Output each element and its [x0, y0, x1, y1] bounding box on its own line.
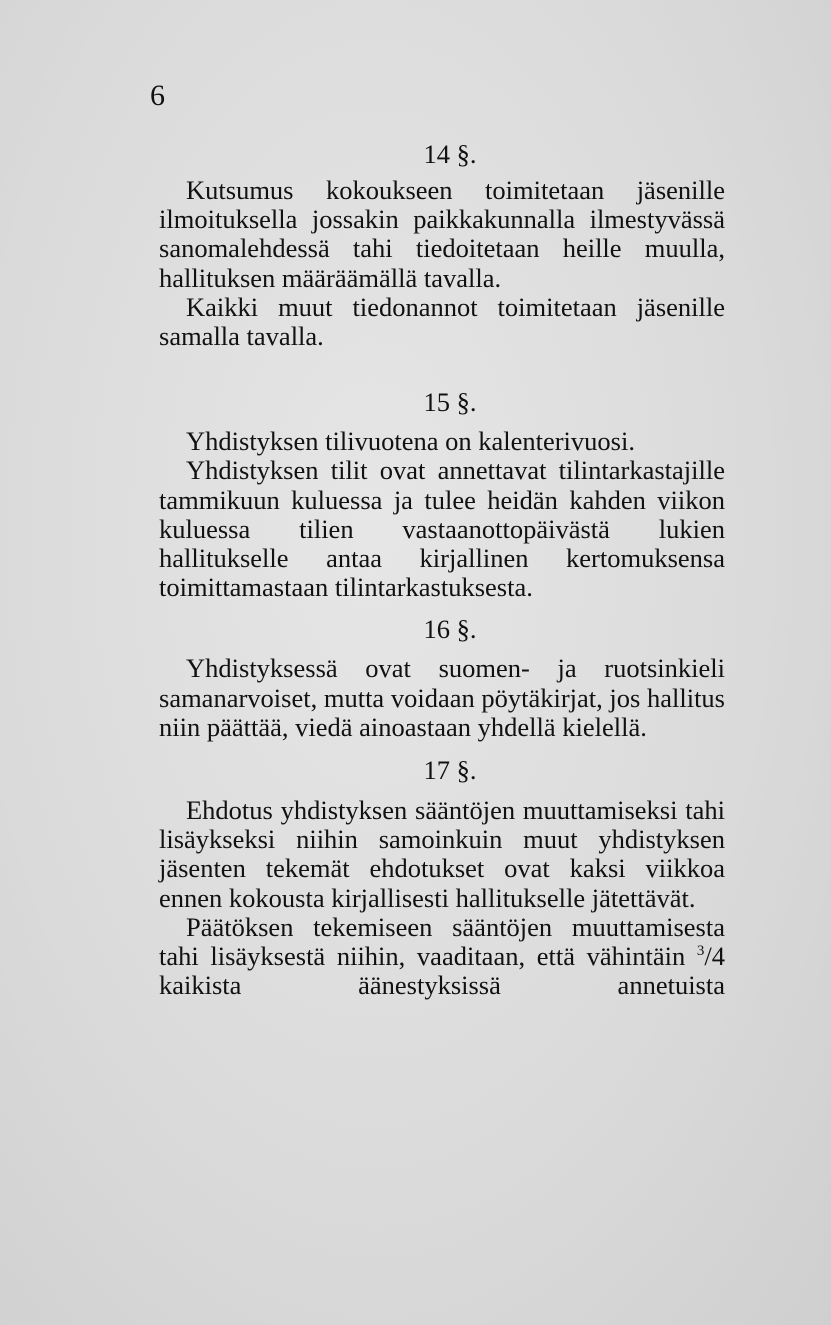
section-heading-16: 16 §. — [423, 614, 477, 645]
page-number: 6 — [150, 79, 165, 112]
section-heading-14: 14 §. — [423, 139, 477, 169]
paragraph-14-1: Kutsumus kokoukseen toimitetaan jäsenille ilmoituksella jossakin paikkakunnalla ilmestyvässä sanomalehdessä tahi tiedoitetaan heille muulla, hallituksen määräämällä tavalla. — [159, 175, 725, 293]
paragraph-15-2: Yhdistyksen tilit ovat annettavat tilintarkastajille tammikuun kuluessa ja tulee heidän kahden viikon kuluessa tilien vastaanottopäivästä lukien hallitukselle antaa kirjallinen kertomuksensa toimittamastaan tilintarkastuksesta. — [159, 455, 725, 603]
body-text — [159, 132, 725, 1000]
paragraph-14-2: Kaikki muut tiedonannot toimitetaan jäsenille samalla tavalla. — [159, 291, 725, 352]
paragraph-17-1: Ehdotus yhdistyksen sääntöjen muuttamiseksi tahi lisäykseksi niihin samoinkuin muut yhdistyksen jäsenten tekemät ehdotukset ovat kaksi viikkoa ennen kokousta kirjallisesti hallitukselle jätettävät. — [159, 795, 725, 913]
paragraph-17-2-text-b: kaikista äänestyksissä annetuista — [159, 970, 725, 1001]
section-heading-17: 17 §. — [423, 755, 477, 786]
paragraph-16-1: Yhdistyksessä ovat suomen- ja ruotsinkieli samanarvoiset, mutta voidaan pöytäkirjat, jos hallitus niin päättää, viedä ainoastaan yhdellä kielellä. — [159, 653, 725, 742]
paragraph-17-2 — [159, 913, 725, 1001]
section-heading-15: 15 §. — [423, 387, 477, 418]
fraction-denominator: /4 — [704, 941, 725, 972]
fraction-numerator: 3 — [696, 943, 705, 960]
paragraph-17-2-text-a: Päätöksen tekemiseen sääntöjen muuttamisesta tahi lisäyksestä niihin, vaaditaan, että vähintäin — [159, 911, 725, 972]
paragraph-15-1: Yhdistyksen tilivuotena on kalenterivuosi. — [186, 426, 635, 457]
